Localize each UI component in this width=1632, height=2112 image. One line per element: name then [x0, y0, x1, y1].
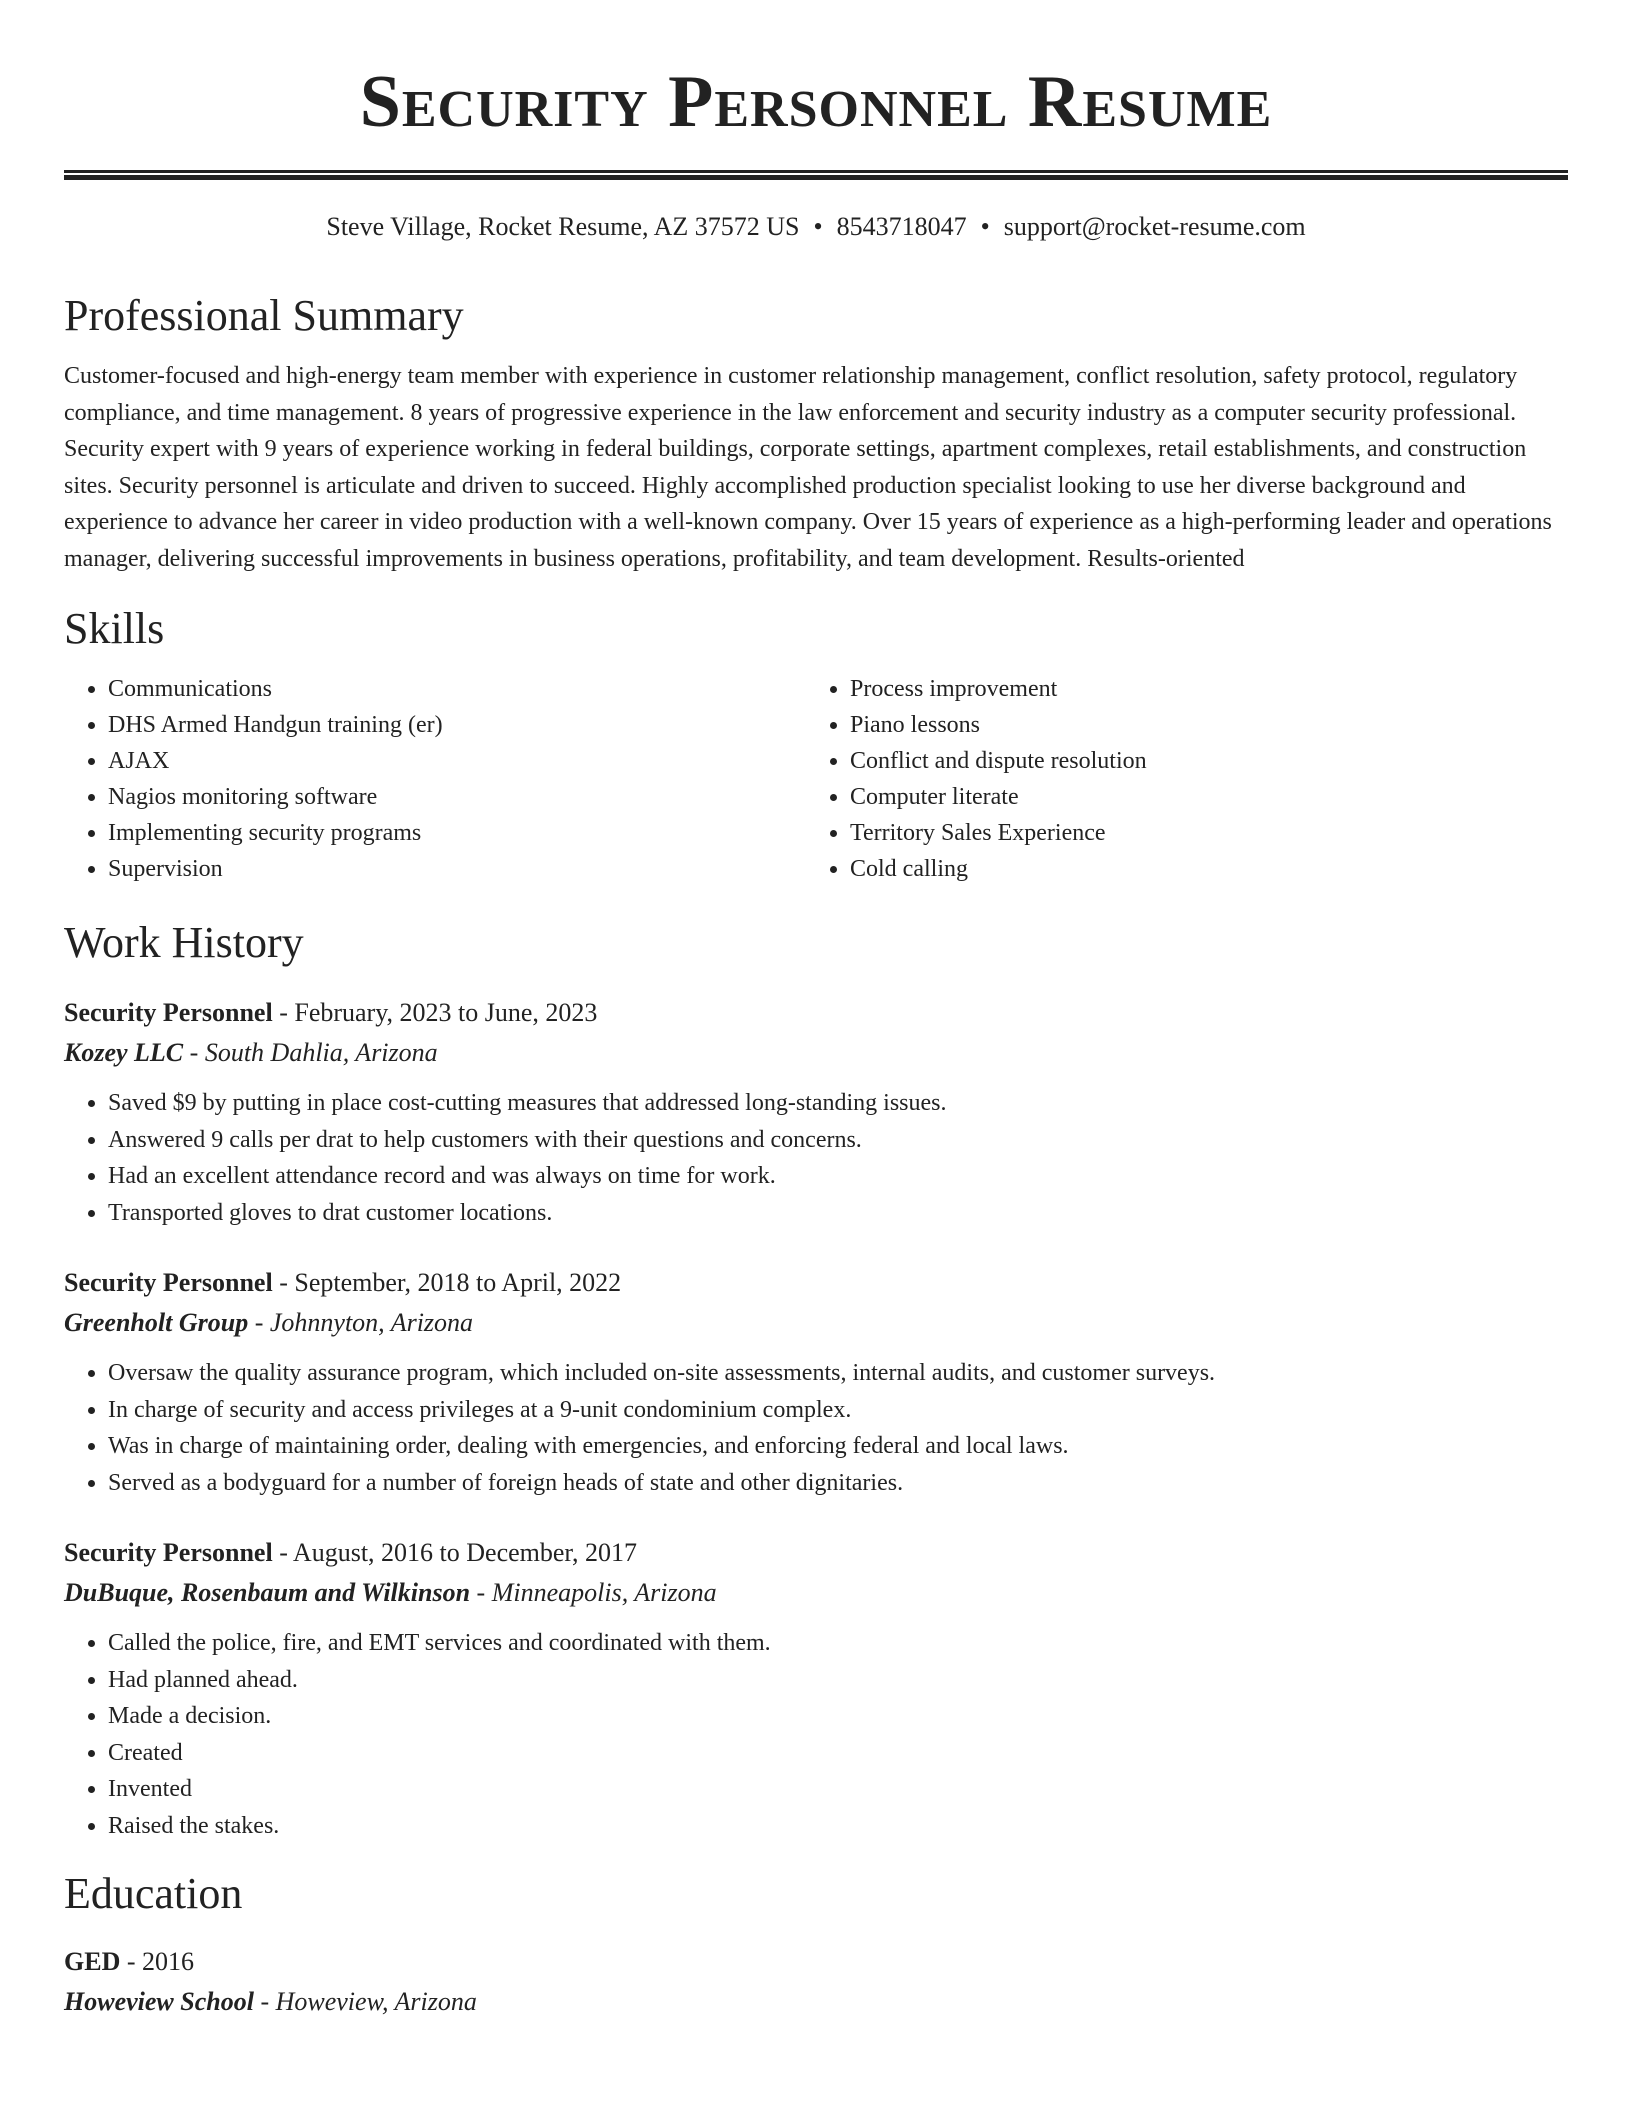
dash: -	[272, 1268, 295, 1297]
job-bullet: • Called the police, fire, and EMT services and coordinated with them.	[108, 1625, 1568, 1662]
skill-item: • Implementing security programs	[108, 815, 806, 851]
job-title: Security Personnel	[64, 1538, 273, 1567]
company-location: Johnnyton, Arizona	[269, 1308, 474, 1337]
company-line	[64, 1303, 1568, 1343]
dash: -	[253, 1987, 276, 2016]
job-dates: September, 2018 to April, 2022	[294, 1268, 622, 1297]
skill-item: • DHS Armed Handgun training (er)	[108, 707, 806, 743]
skill-item: • Cold calling	[850, 851, 1548, 887]
skill-item: • Piano lessons	[850, 707, 1548, 743]
job-title-line	[64, 1263, 1568, 1303]
company-line	[64, 1033, 1568, 1073]
job-bullets	[64, 1085, 1568, 1231]
summary-heading: Professional Summary	[64, 291, 464, 340]
skill-item: • Communications	[108, 671, 806, 707]
job-bullet: • Raised the stakes.	[108, 1808, 1568, 1845]
degree-line	[64, 1942, 1568, 1982]
job-bullet: • Transported gloves to drat customer locations.	[108, 1195, 1568, 1232]
job-title: Security Personnel	[64, 1268, 273, 1297]
company-line	[64, 1573, 1568, 1613]
skill-item: • Territory Sales Experience	[850, 815, 1548, 851]
work-history-heading: Work History	[64, 918, 304, 967]
job-bullets	[64, 1355, 1568, 1501]
dash: -	[470, 1578, 492, 1607]
education-entry	[64, 1942, 1568, 2022]
dash: -	[272, 998, 295, 1027]
contact-phone: 8543718047	[836, 212, 967, 241]
job-bullet: • Created	[108, 1735, 1568, 1772]
company-name: DuBuque, Rosenbaum and Wilkinson	[64, 1578, 471, 1607]
degree-name: GED	[64, 1947, 121, 1976]
education-heading: Education	[64, 1869, 243, 1918]
job-bullet: • Made a decision.	[108, 1698, 1568, 1735]
job-title: Security Personnel	[64, 998, 273, 1027]
degree-year: 2016	[142, 1947, 195, 1976]
dash: -	[272, 1538, 293, 1567]
school-location: Howeview, Arizona	[275, 1987, 477, 2016]
job-dates: August, 2016 to December, 2017	[292, 1538, 638, 1567]
contact-address: Steve Village, Rocket Resume, AZ 37572 US	[326, 212, 800, 241]
summary-text: Customer-focused and high-energy team member with experience in customer relationship management, conflict resolution, safety protocol, regulatory compliance, and time management. 8 years of progressive experience in the law enforcement and security industry as a computer security professional. Security expert with 9 years of experience working in federal buildings, corporate settings, apartment complexes, retail establishments, and construction sites. Security personnel is articulate and driven to succeed. Highly accomplished production specialist looking to use her diverse background and experience to advance her career in video production with a well-known company. Over 15 years of experience as a high-performing leader and operations manager, delivering successful improvements in business operations, profitability, and team development. Results-oriented	[64, 363, 1552, 572]
skill-item: • Conflict and dispute resolution	[850, 743, 1548, 779]
job-entry	[64, 993, 1568, 1231]
job-bullets	[64, 1625, 1568, 1844]
skill-item: • Process improvement	[850, 671, 1548, 707]
skills-list	[64, 671, 1568, 887]
contact-separator: •	[813, 212, 823, 241]
company-location: Minneapolis, Arizona	[491, 1578, 717, 1607]
job-bullet: • Oversaw the quality assurance program, which included on-site assessments, internal audits, and customer surveys.	[108, 1355, 1568, 1392]
company-location: South Dahlia, Arizona	[204, 1038, 438, 1067]
company-name: Greenholt Group	[64, 1308, 249, 1337]
job-title-line	[64, 1533, 1568, 1573]
skill-item: • Computer literate	[850, 779, 1548, 815]
job-bullet: • Invented	[108, 1771, 1568, 1808]
school-name: Howeview School	[64, 1987, 254, 2016]
skill-item: • Supervision	[108, 851, 806, 887]
job-bullet: • Had an excellent attendance record and was always on time for work.	[108, 1158, 1568, 1195]
job-dates: February, 2023 to June, 2023	[294, 998, 598, 1027]
skill-item: • AJAX	[108, 743, 806, 779]
contact-email: support@rocket-resume.com	[1003, 212, 1306, 241]
job-bullet: • Served as a bodyguard for a number of foreign heads of state and other dignitaries.	[108, 1465, 1568, 1502]
job-bullet: • Answered 9 calls per drat to help customers with their questions and concerns.	[108, 1122, 1568, 1159]
contact-line	[64, 210, 1568, 244]
dash: -	[120, 1947, 143, 1976]
title-divider	[64, 170, 1568, 180]
school-line	[64, 1982, 1568, 2022]
skills-heading: Skills	[64, 604, 165, 653]
dash: -	[183, 1038, 205, 1067]
job-title-line	[64, 993, 1568, 1033]
job-entry	[64, 1533, 1568, 1844]
job-entry	[64, 1263, 1568, 1501]
contact-separator: •	[980, 212, 990, 241]
job-bullet: • Was in charge of maintaining order, dealing with emergencies, and enforcing federal and local laws.	[108, 1428, 1568, 1465]
dash: -	[248, 1308, 270, 1337]
company-name: Kozey LLC	[64, 1038, 184, 1067]
skills-column-left	[64, 671, 806, 887]
job-bullet: • Had planned ahead.	[108, 1662, 1568, 1699]
skills-column-right	[806, 671, 1548, 887]
page-title: Security Personnel Resume	[359, 61, 1273, 143]
job-bullet: • In charge of security and access privileges at a 9-unit condominium complex.	[108, 1392, 1568, 1429]
job-bullet: • Saved $9 by putting in place cost-cutting measures that addressed long-standing issues.	[108, 1085, 1568, 1122]
skill-item: • Nagios monitoring software	[108, 779, 806, 815]
